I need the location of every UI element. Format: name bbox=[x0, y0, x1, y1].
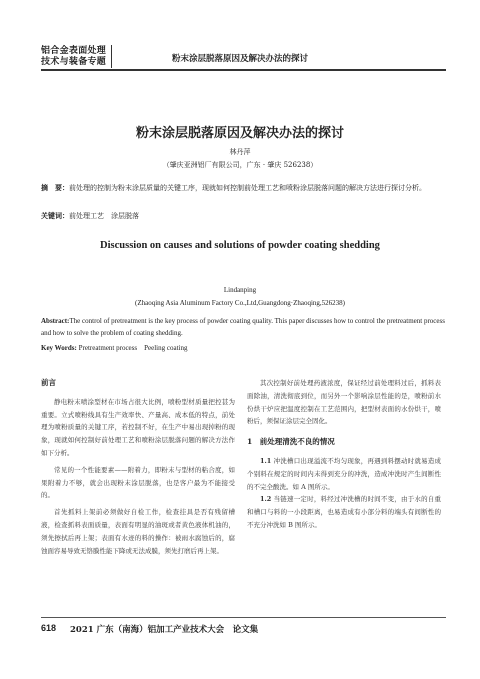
paragraph: 其次控制好前处理药液浓度，保证经过前处理料过后，抓料表面除油，清洗彻底到位，而另外一个影响涂层性能的是，喷粉前水份烘干炉应把温度控制在工艺范围内，把型材表面的水份烘干，喷粉后，须保证涂层完全固化。 bbox=[247, 379, 441, 426]
body-left-column bbox=[41, 377, 235, 557]
page-number: 618 bbox=[41, 623, 57, 633]
abstract-cn-label: 摘 要： bbox=[41, 183, 69, 192]
keywords-cn-text: 前处理工艺 涂层脱落 bbox=[69, 212, 139, 220]
paper-title: 粉末涂层脱落原因及解决办法的探讨 bbox=[135, 126, 344, 141]
keywords-cn bbox=[41, 211, 446, 221]
paper-title-en: Discussion on causes and solutions of powder coating shedding bbox=[100, 240, 380, 251]
keywords-cn-label: 关键词： bbox=[41, 211, 69, 220]
header-rule bbox=[41, 69, 446, 71]
section-heading-1: 1 前处理清洗不良的情况 bbox=[247, 437, 335, 447]
conference-name: 2021 广东（南海）铝加工产业技术大会 论文集 bbox=[70, 625, 259, 635]
keywords-en bbox=[41, 343, 446, 353]
abstract-en-text: The control of pretreatment is the key process of powder coating quality. This paper discusses how to control the pretreatment process and how to solve the problem of coating shedding. bbox=[41, 317, 445, 337]
abstract-en bbox=[41, 315, 446, 339]
section-heading-preface: 前言 bbox=[41, 378, 56, 387]
subsection-1-2 bbox=[247, 493, 441, 531]
series-label bbox=[41, 46, 106, 68]
series-line-2: 技术与装备专题 bbox=[41, 57, 107, 67]
author-en: Lindanping bbox=[223, 286, 257, 294]
running-title: 粉末涂层脱落原因及解决办法的探讨 bbox=[172, 54, 309, 64]
paragraph: 常见的一个性能要素——附着力，即粉末与型材的粘合度，如果附着力不够，就会出现粉末涂层脱落，也是客户最为不能接受的。 bbox=[41, 465, 235, 500]
subsection-number: 1.1 bbox=[260, 456, 272, 465]
header-vertical-divider bbox=[111, 45, 112, 68]
affiliation: （肇庆亚洲铝厂有限公司，广东 · 肇庆 526238） bbox=[162, 161, 318, 169]
paragraph: 静电粉末喷涂型材在市场占很大比例，喷粉型材质量把控甚为重要。立式喷粉线具有生产效率快、产量高、成本低的特点，前处理为喷粉质量的关键工序，若控制不好，在生产中易出现掉粉的现象，现就如何控制好前处理工艺和喷粉涂层脱落问题的解决方法作如下分析。 bbox=[41, 397, 235, 457]
subsection-number: 1.2 bbox=[260, 495, 272, 504]
abstract-cn-text: 前处理的控制为粉末涂层质量的关键工序，现就如何控制前处理工艺和喷粉涂层脱落问题的解决方法进行探讨分析。 bbox=[69, 184, 426, 192]
footer-rule bbox=[41, 617, 446, 618]
keywords-en-label: Key Words: bbox=[41, 344, 77, 352]
abstract-cn bbox=[41, 182, 446, 194]
body-right-column bbox=[247, 377, 441, 532]
author: 林丹萍 bbox=[229, 148, 251, 156]
keywords-en-text: Pretreatment process Peeling coating bbox=[78, 344, 188, 352]
series-line-1: 铝合金表面处理 bbox=[41, 46, 107, 56]
paragraph: 首先抓料上架前必须做好自检工作，检查挂具是否有残留槽液，检查抓料表面质量，表面有明显的油斑或者黄色液体机油的，须先擦拭后再上架；表面有水迹的料的操作：被雨水腐蚀后的，腐蚀面容易导致无铬膜性能下降或无法成膜，须先打磨后再上架。 bbox=[41, 508, 235, 555]
abstract-en-label: Abstract: bbox=[41, 317, 70, 325]
subsection-1-1 bbox=[247, 455, 441, 493]
affiliation-en: (Zhaoqing Asia Aluminum Factory Co.,Ltd,Guangdong·Zhaoqing,526238) bbox=[135, 299, 345, 307]
subsection-text: 当链速一定时，料经过冲洗槽的时间不变，由于水的自重和槽口与料的一小段距离，也易造成有小部分料的端头有间断性的不充分冲洗如 B 图所示。 bbox=[247, 495, 441, 529]
subsection-text: 冲洗槽口出现溢流不均匀现象，再遇到料摆动时就易造成个别料在规定的时间内未得到充分的冲洗，造成冲洗时产生间断性的不完全酸洗。如 A 图所示。 bbox=[247, 456, 441, 491]
